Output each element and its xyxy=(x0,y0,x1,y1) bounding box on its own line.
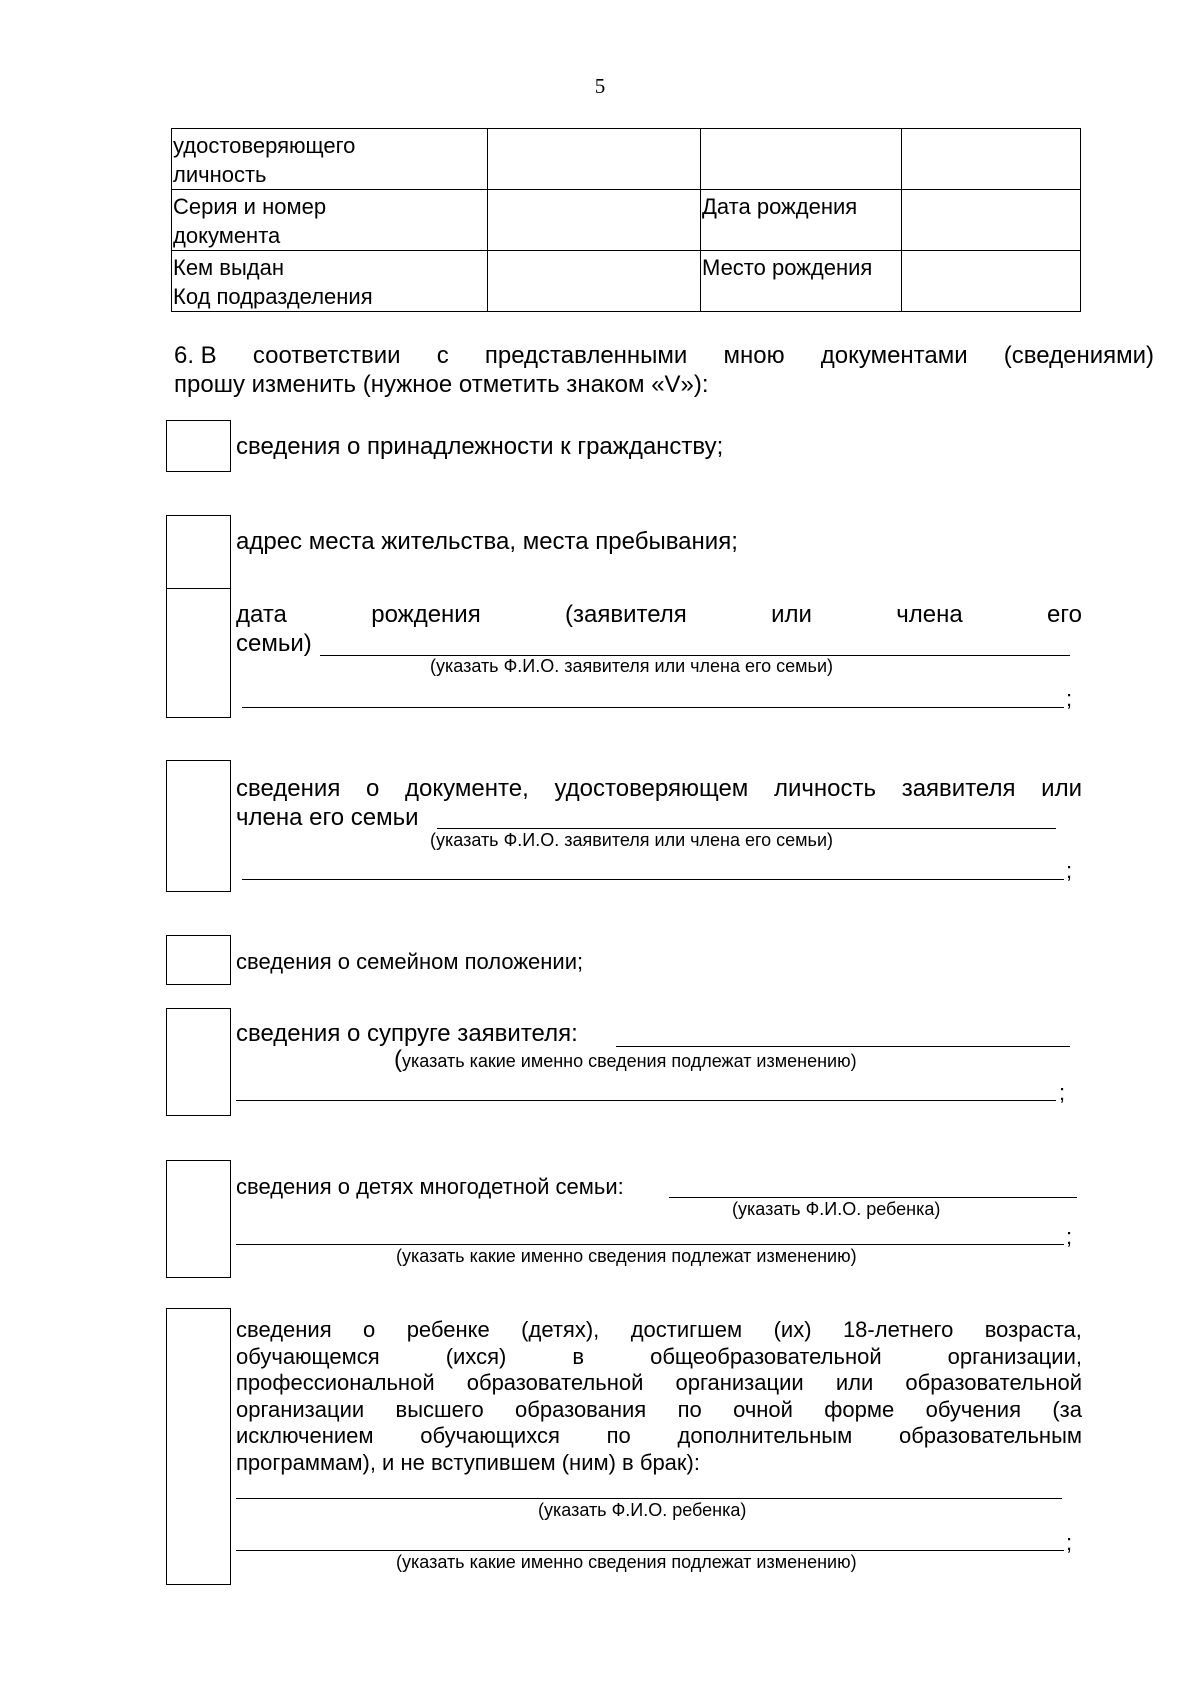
spouse-hint: (указать какие именно сведения подлежат изменению) xyxy=(394,1046,857,1073)
children-detail-line[interactable] xyxy=(236,1244,1064,1245)
document-hint: (указать Ф.И.О. заявителя или члена его семьи) xyxy=(430,830,833,850)
children-hint-what: (указать какие именно сведения подлежат изменению) xyxy=(396,1246,857,1266)
table-cell-label: Серия и номер документа xyxy=(172,190,488,251)
table-cell-label: Кем выдан Код подразделения xyxy=(172,251,488,312)
identity-document-checkbox[interactable] xyxy=(166,760,231,892)
citizenship-label: сведения о принадлежности к гражданству; xyxy=(236,433,724,460)
table-cell-value[interactable] xyxy=(902,129,1081,190)
section-6-line-2: прошу изменить (нужное отметить знаком «V»): xyxy=(174,371,709,398)
children-label: сведения о детях многодетной семьи: xyxy=(236,1174,624,1199)
adult-child-fio-line[interactable] xyxy=(236,1498,1062,1499)
semicolon: ; xyxy=(1066,686,1073,711)
identity-document-table xyxy=(171,128,1081,312)
children-checkbox[interactable] xyxy=(166,1160,231,1278)
marital-status-label: сведения о семейном положении; xyxy=(236,949,584,974)
adult-child-detail-line[interactable] xyxy=(236,1550,1064,1551)
adult-child-hint-what: (указать какие именно сведения подлежат изменению) xyxy=(396,1552,857,1572)
section-6-heading xyxy=(174,341,1154,399)
children-fio-line[interactable] xyxy=(669,1197,1077,1198)
table-cell-value[interactable] xyxy=(488,190,701,251)
adult-child-line-3: профессиональной образовательной организации или образовательной xyxy=(236,1370,1082,1395)
adult-child-paragraph xyxy=(236,1317,1082,1476)
marital-status-checkbox[interactable] xyxy=(166,935,231,985)
birthdate-label-line-1: дата рождения (заявителя или члена его xyxy=(236,601,1082,628)
table-cell-value[interactable] xyxy=(902,190,1081,251)
semicolon: ; xyxy=(1066,858,1073,883)
children-hint-fio: (указать Ф.И.О. ребенка) xyxy=(732,1199,941,1219)
spouse-checkbox[interactable] xyxy=(166,1008,231,1116)
spouse-detail-line[interactable] xyxy=(236,1100,1056,1101)
birthdate-label-line-2: семьи) xyxy=(236,630,312,657)
table-cell-label: Место рождения xyxy=(701,251,902,312)
adult-child-line-6: программам), и не вступившем (ним) в брак): xyxy=(236,1449,700,1475)
citizenship-checkbox[interactable] xyxy=(166,420,231,472)
page-number: 5 xyxy=(594,74,606,98)
birthdate-hint: (указать Ф.И.О. заявителя или члена его семьи) xyxy=(430,656,833,676)
adult-child-line-4: организации высшего образования по очной форме обучения (за xyxy=(236,1396,1082,1422)
semicolon: ; xyxy=(1059,1080,1066,1105)
table-cell-value[interactable] xyxy=(488,251,701,312)
spouse-info-line[interactable] xyxy=(616,1046,1070,1047)
table-cell-value[interactable] xyxy=(902,251,1081,312)
semicolon: ; xyxy=(1066,1224,1073,1249)
adult-child-line-1: сведения о ребенке (детях), достигшем (их) 18-летнего возраста, xyxy=(236,1317,1082,1342)
adult-child-line-5: исключением обучающихся по дополнительным образовательным xyxy=(236,1423,1082,1448)
table-cell-label xyxy=(701,129,902,190)
table-row xyxy=(172,251,1081,312)
document-label-line-2: члена его семьи xyxy=(236,804,419,831)
table-row xyxy=(172,190,1081,251)
document-label-line-1: сведения о документе, удостоверяющем личность заявителя или xyxy=(236,775,1082,802)
address-checkbox[interactable] xyxy=(166,515,231,588)
table-cell-label: Дата рождения xyxy=(701,190,902,251)
spouse-label: сведения о супруге заявителя: xyxy=(236,1020,578,1047)
birthdate-checkbox[interactable] xyxy=(166,588,231,718)
document-detail-line[interactable] xyxy=(242,879,1064,880)
document-fio-line[interactable] xyxy=(437,828,1056,829)
address-label: адрес места жительства, места пребывания; xyxy=(236,528,738,555)
table-row xyxy=(172,129,1081,190)
table-cell-value[interactable] xyxy=(488,129,701,190)
adult-child-hint-fio: (указать Ф.И.О. ребенка) xyxy=(538,1500,747,1520)
birthdate-detail-line[interactable] xyxy=(242,707,1064,708)
semicolon: ; xyxy=(1066,1530,1073,1555)
adult-child-checkbox[interactable] xyxy=(166,1308,231,1585)
adult-child-line-2: обучающемся (ихся) в общеобразовательной организации, xyxy=(236,1343,1082,1369)
table-cell-label: удостоверяющего личность xyxy=(172,129,488,190)
section-6-line-1: 6. В соответствии с представленными мною документами (сведениями) xyxy=(174,342,1154,369)
